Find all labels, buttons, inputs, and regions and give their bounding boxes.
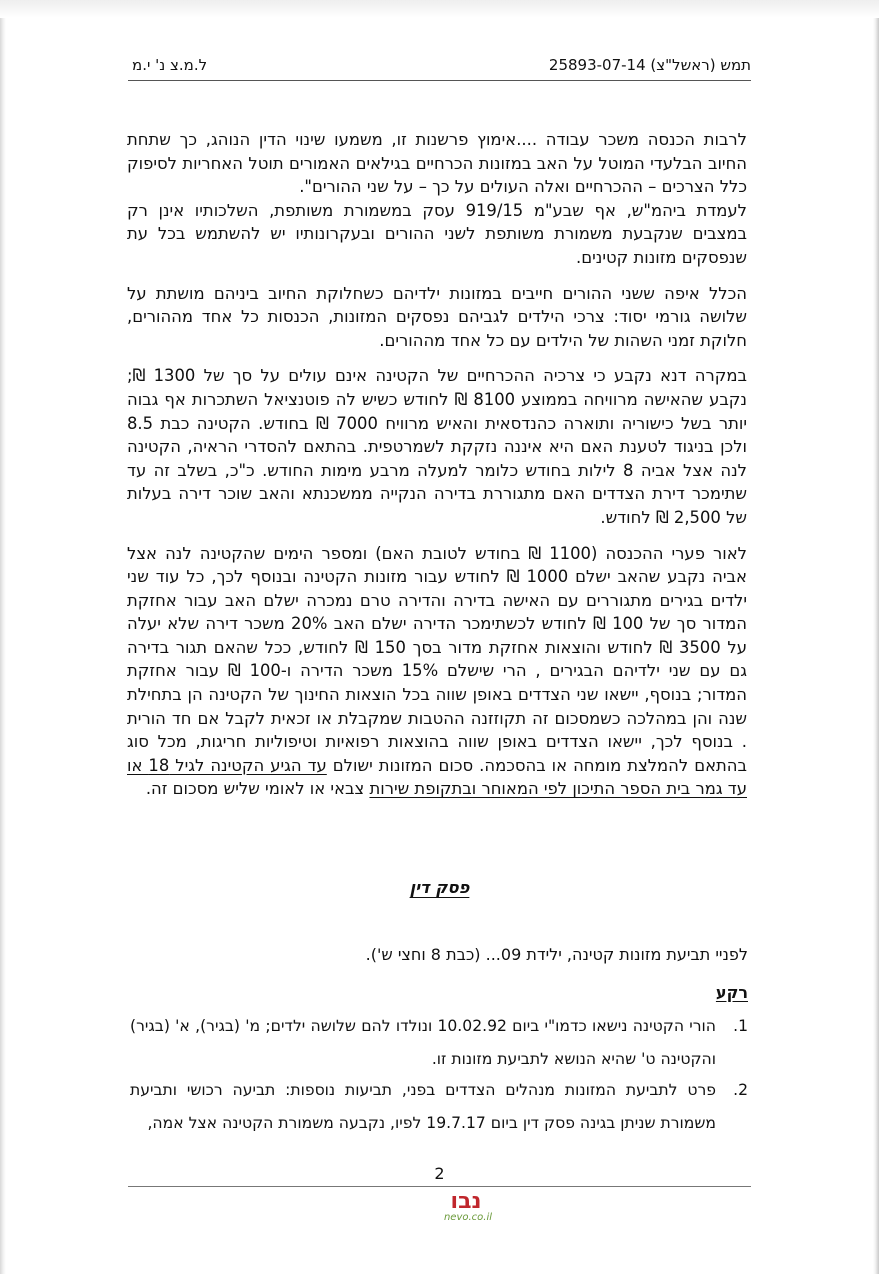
page-number: 2 — [434, 1164, 445, 1183]
paragraph-general-rule: הכלל איפה ששני ההורים חייבים במזונות ילדיהם כשחלוקת החיוב ביניהם מושתת על שלושה גורמי יסוד: צרכי הילדים לגביהם נפסקים המזונות, הכנסות כל אחד מההורים, חלוקת זמני השהות של הילדים עם כל אחד מההורים. — [127, 283, 747, 350]
list-item-number: 1. — [733, 1017, 748, 1035]
nevo-logo — [418, 1188, 514, 1222]
paragraph-quote-end: לרבות הכנסה משכר עבודה ....אימוץ פרשנות זו, משמעו שינוי הדין הנוהג, כך שתחת החיוב הבלעדי המוטל על האב במזונות הכרחיים בגילאים האמורים תוטל האחריות לסיפוק כלל הצרכים – ההכרחיים ואלה העולים על כך – על שני ההורים". — [127, 130, 747, 197]
document-body — [127, 128, 747, 813]
list-item-text: פרט לתביעת המזונות מנהלים הצדדים בפני, תביעות נוספות: תביעה רכושי ותביעת משמורת שניתן בגינה פסק דין ביום 19.7.17 לפיו, נקבעה משמורת הקטינה אצל אמה, — [130, 1081, 716, 1132]
page-edge-top — [0, 0, 879, 18]
logo-domain: nevo.co.il — [443, 1212, 493, 1222]
parties-initials: ל.מ.צ נ' י.מ — [132, 56, 208, 74]
logo-text: נבו — [450, 1189, 482, 1214]
determination-main-text: לאור פערי ההכנסה (1100 ₪ בחודש לטובת האם) ומספר הימים שהקטינה לנה אצל אביה נקבע שהאב ישלם 1000 ₪ לחודש עבור מזונות הקטינה ובנוסף לכך, כל עוד שני ילדים בגירים מתגוררים עם האישה בדירה והדירה טרם נמכרה ישלם האב עבור אחזקת המדור סך של 100 ₪ לחודש לכשתימכר הדירה ישלם האב 20% משכר דירה שלא יעלה על 3500 ₪ לחודש והוצאות אחזקת מדור בסך 150 ₪ לחודש, ככל שהאם תגור בדירה גם עם שני ילדיהם הבגירים , הרי שישלם 15% משכר הדירה ו-100 ₪ עבור אחזקת המדור; בנוסף, יישאו שני הצדדים באופן שווה בכל הוצאות החינוך של הקטינה הן בתחילת שנה והן במהלכה כשמסכום זה תקוזזנה ההטבות שמקבלת או זכאית לקבל אם חד הורית . בנוסף לכך, יישאו הצדדים באופן שווה בהוצאות רפואיות וטיפוליות חריגות, מכל סוג בהתאם להמלצת מומחה או בהסכמה. סכום המזונות ישולם — [127, 543, 747, 775]
determination-end-text: צבאי או לאומי שליש מסכום זה. — [145, 779, 370, 799]
case-reference: תמש (ראשל"צ) 25893-07-14 — [548, 56, 751, 74]
list-item-number: 2. — [733, 1081, 748, 1099]
list-item — [130, 1010, 748, 1076]
page-edge-left — [0, 0, 6, 1274]
paragraph-case-facts: במקרה דנא נקבע כי צרכיה ההכרחיים של הקטינה אינם עולים על סך של 1300 ₪; נקבע שהאישה מרוויחה בממוצע 8100 ₪ לחודש כשיש לה פוטנציאל השתכרות אף גבוה יותר בשל כישוריה ותוארה כהנדסאית והאיש מרוויח 7000 ₪ בחודש. הקטינה כבת 8.5 ולכן בניגוד לטענת האם היא איננה נזקקת לשמרטפית. בהתאם להסדרי הראיה, הקטינה לנה אצל אביה 8 לילות בחודש כלומר למעלה מרבע מימות החודש. כ"כ, בשלב זה עד שתימכר דירת הצדדים האם מתגוררת בדירה הנקייה ממשכנתא והאב שוכר דירה בעלות של 2,500 ₪ לחודש. — [127, 366, 748, 527]
paragraph-determination — [127, 542, 747, 802]
background-section-title: רקע — [715, 983, 748, 1002]
ruling-subject: לפניי תביעת מזונות קטינה, ילידת 09... (כבת 8 וחצי ש'). — [365, 945, 748, 964]
list-item-text: הורי הקטינה נישאו כדמו"י ביום 10.02.92 ונולדו להם שלושה ילדים; מ' (בגיר), א' (בגיר) והקטינה ט' שהיא הנושא לתביעת מזונות זו. — [130, 1017, 716, 1068]
page-edge-right — [873, 0, 879, 1274]
paragraph-court-position: לעמדת ביהמ"ש, אף שבע"מ 919/15 עסק במשמורת משותפת, השלכותיו אינן רק במצבים שנקבעת משמורת משותפת לשני ההורים ובעקרונותיו יש להשתמש בכל עת שנפסקים מזונות קטינים. — [127, 200, 747, 267]
list-item — [130, 1074, 748, 1140]
determination-underlined-text: עד הגיע הקטינה לגיל 18 או עד גמר בית הספר התיכון לפי המאוחר ובתקופת שירות — [127, 755, 747, 799]
footer-divider — [128, 1186, 751, 1187]
page-header — [128, 54, 751, 81]
ruling-title: פסק דין — [409, 878, 470, 897]
